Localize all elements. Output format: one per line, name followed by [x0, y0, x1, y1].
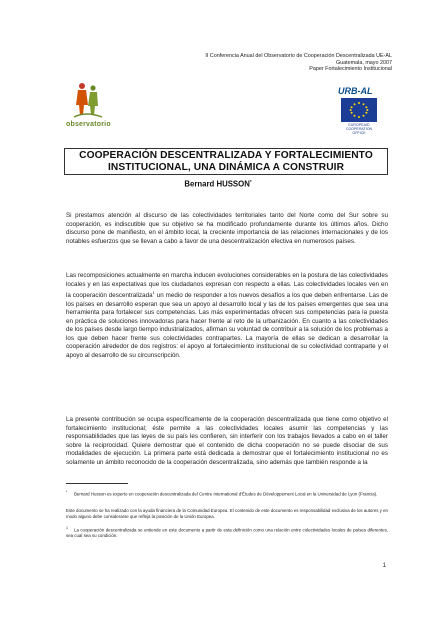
author-footnote-mark: *	[249, 179, 252, 184]
header-line-location-date: Guatemala, mayo 2007	[335, 59, 392, 66]
footnote-author	[66, 490, 388, 497]
footnote-separator	[66, 483, 128, 484]
observatorio-logo	[66, 77, 126, 129]
page-number: 1	[382, 563, 386, 569]
europeaid-caption: EUROPEAID COOPERATION OFFICE	[345, 123, 373, 136]
paragraph-2-part-a: Las recomposiciones actualmente en marcha inducen evoluciones considerables en la postura de las colectividades locales y en las expectativas que los ciudadanos expresan con respecto a ellas. Las colectividades locales ven en la cooperación descentralizada	[66, 272, 388, 300]
footnote-disclaimer: Este documento se ha realizado con la ayuda financiera de la Comunidad Europea. El contenido de este documento es responsabilidad exclusiva de los autores y en modo alguno debe considerarse que refleja la posición de la Unión Europea.	[66, 508, 388, 519]
footnote-definition	[66, 526, 388, 539]
observatorio-logo-icon	[66, 77, 126, 123]
urbal-caption: URB-AL	[338, 86, 373, 96]
paragraph-1: Si prestamos atención al discurso de las colectividades territoriales tanto del Norte como del Sur sobre su cooperación, es indiscutible que su objetivo se ha modificado profundamente durante los últimos años. Dicho discurso pone de manifiesto, en el ámbito local, la creciente importancia de las relaciones internacionales y de los notables esfuerzos que se llevan a cabo a favor de una descentralización efectiva en numerosos países.	[66, 212, 388, 245]
paragraph-2-part-b: un medio de responder a los nuevos desafíos a los que deben enfrentarse. Las de los países en desarrollo esperan que sea un apoyo al desarrollo local y las de los países emergentes que sea una herramienta para fortalecer sus competencias. Las más experimentadas ofrecen sus competencias para la puesta en práctica de soluciones innovadoras para hacer frente al reto de la urbanización. En cuanto a las colectividades de los países desde largo tiempo industrializados, afirman su voluntad de contribuir a la solución de los problemas a los que deben hacer frente sus colectividades contrapartes. La mayoría de ellas se dedican a desarrollar la cooperación alrededor de dos registros: el apoyo al fortalecimiento institucional de su colectividad contraparte y el apoyo al desarrollo de su circunscripción.	[66, 292, 388, 359]
title-line-2: INSTITUCIONAL, UNA DINÁMICA A CONSTRUIR	[107, 162, 345, 173]
conference-header	[205, 53, 392, 73]
footnote-ref-1: 1	[152, 290, 155, 296]
paragraph-2	[66, 272, 388, 361]
header-line-paper-type: Paper Fortalecimiento Institucional	[309, 66, 392, 73]
author-text: Bernard HUSSON	[184, 179, 250, 189]
observatorio-caption: observatorio	[66, 121, 111, 128]
footnote-definition-mark: 1	[66, 526, 68, 530]
document-title	[64, 148, 388, 175]
paragraph-3: La presente contribución se ocupa específicamente de la cooperación descentralizada que tiene como objetivo el fortalecimiento institucional; éste permite a las colectividades locales asumir las competencias y las responsabilidades que las leyes de su país les confieren, sin interferir con los trabajos llevados a cabo en el taller sobre la reciprocidad. Quiere demostrar que el contenido de dicha cooperación no se puede disociar de sus modalidades de ejecución. La primera parte está dedicada a demostrar que el fortalecimiento institucional no es solamente un ámbito reconocido de la cooperación descentralizada, sino además que también responde a la	[66, 416, 388, 466]
title-line-1: COOPERACIÓN DESCENTRALIZADA Y FORTALECIMIENTO	[79, 150, 373, 161]
header-line-conference: II Conferencia Anual del Observatorio de Cooperación Descentralizada UE-AL	[205, 53, 392, 59]
urbal-eu-logo	[338, 86, 384, 136]
eu-flag-icon	[341, 98, 377, 122]
footnote-definition-text: La cooperación descentralizada se entiende en este documento a partir de esta definición como una relación entre colectividades locales de países diferentes, sea cual sea su condición.	[66, 527, 388, 539]
footnote-author-mark: *	[66, 490, 68, 494]
author-name	[0, 179, 436, 189]
footnote-author-text: Bernard Husson es experto en cooperación descentralizada del Centre International d'Études de Développement Local en la Universidad de Lyon (Francia).	[74, 491, 378, 497]
